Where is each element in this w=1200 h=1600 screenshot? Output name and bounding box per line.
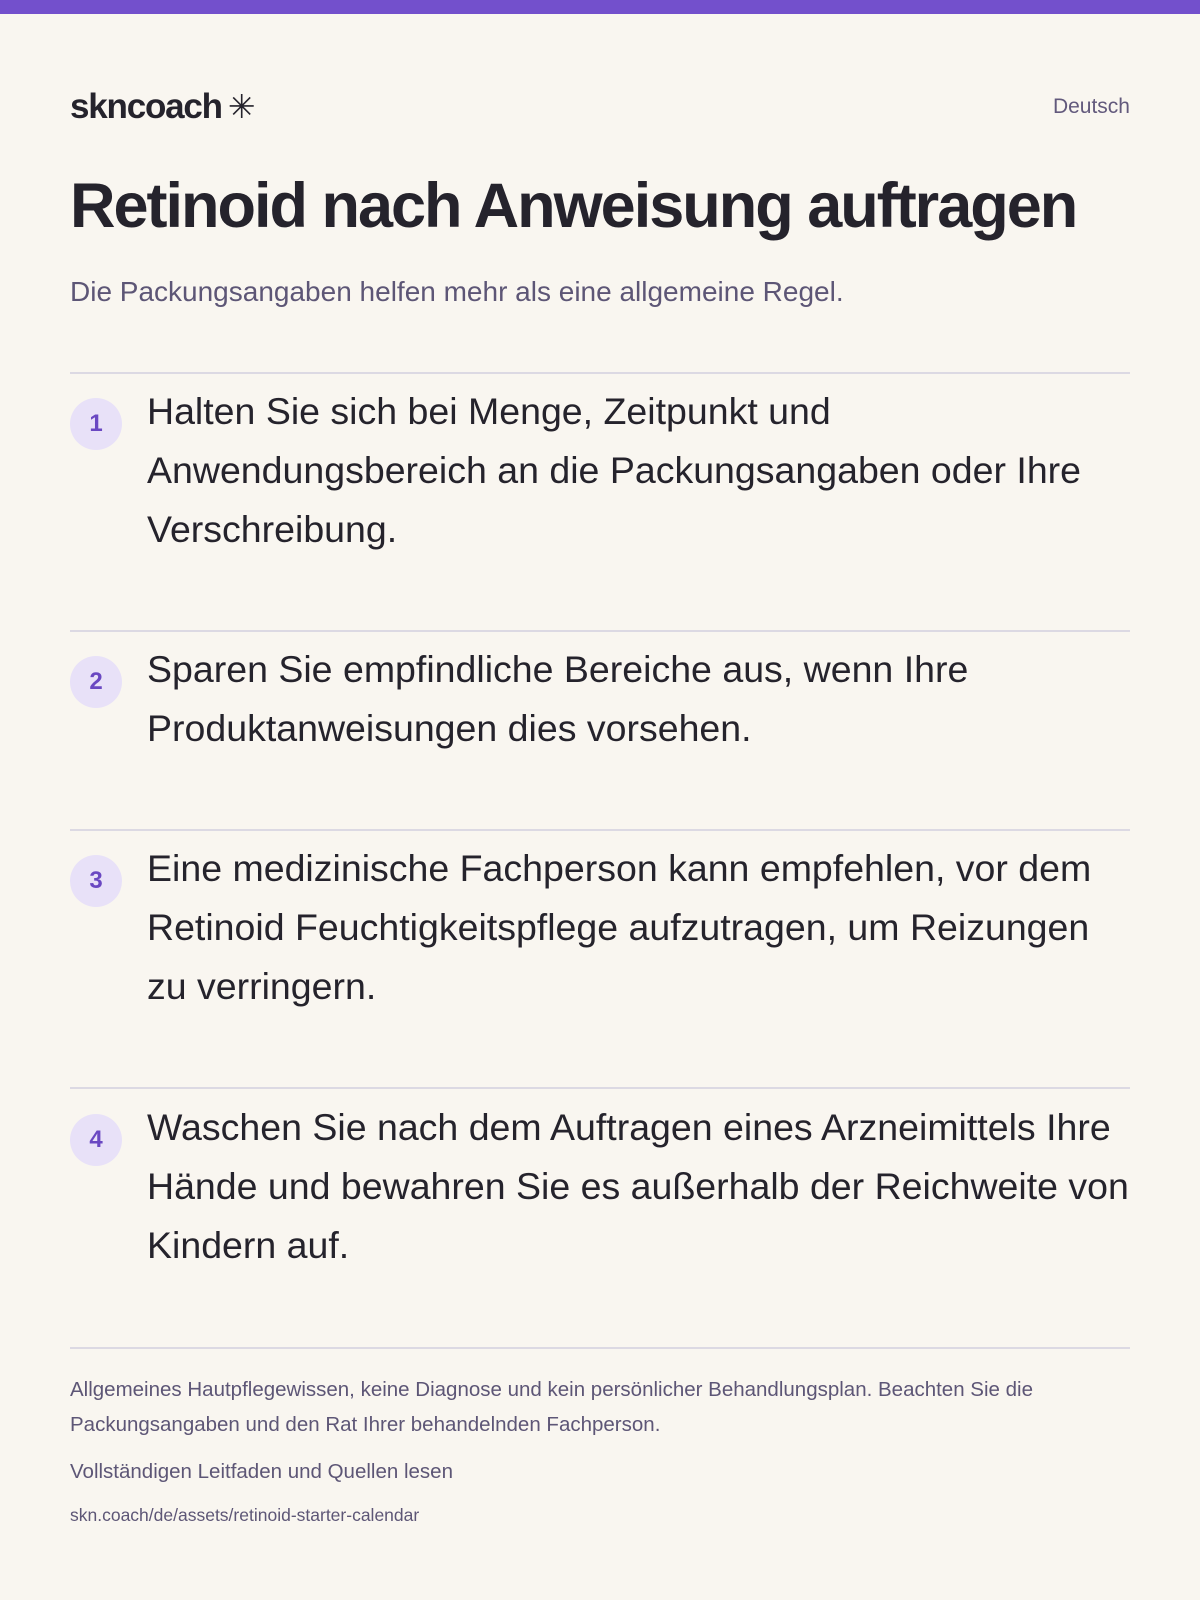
step-text: Halten Sie sich bei Menge, Zeitpunkt und Anwendungsbereich an die Packungsangaben oder Ihre Verschreibung. xyxy=(147,390,1082,550)
step-text: Eine medizinische Fachperson kann empfehlen, vor dem Retinoid Feuchtigkeitspflege aufzutragen, um Reizungen zu verringern. xyxy=(147,847,1092,1007)
asterisk-icon: ✳ xyxy=(227,88,255,125)
language-selector[interactable]: Deutsch xyxy=(1052,95,1130,118)
step-number-badge: 1 xyxy=(70,398,122,450)
step-number-badge: 2 xyxy=(70,656,122,708)
step-number-badge: 3 xyxy=(70,855,122,907)
page-title: Retinoid nach Anweisung auftragen xyxy=(70,171,1077,241)
page-subtitle: Die Packungsangaben helfen mehr als eine allgemeine Regel. xyxy=(70,276,844,307)
step-number-badge: 4 xyxy=(70,1114,122,1166)
full-guide-link[interactable]: Vollständigen Leitfaden und Quellen lesen xyxy=(70,1460,453,1483)
header xyxy=(70,84,1130,130)
brand-logo[interactable] xyxy=(70,84,254,130)
accent-top-bar xyxy=(0,0,1200,14)
step-text: Waschen Sie nach dem Auftragen eines Arzneimittels Ihre Hände und bewahren Sie es außerhalb der Reichweite von Kindern auf. xyxy=(147,1106,1129,1266)
source-url: skn.coach/de/assets/retinoid-starter-calendar xyxy=(70,1505,420,1525)
divider xyxy=(70,1347,1130,1349)
divider xyxy=(70,372,1130,374)
step-text: Sparen Sie empfindliche Bereiche aus, wenn Ihre Produktanweisungen dies vorsehen. xyxy=(147,648,969,749)
divider xyxy=(70,630,1130,632)
divider xyxy=(70,1087,1130,1089)
brand-name: skncoach xyxy=(70,87,222,126)
divider xyxy=(70,829,1130,831)
disclaimer-note: Allgemeines Hautpflegewissen, keine Diagnose und kein persönlicher Behandlungsplan. Beachten Sie die Packungsangaben und den Rat Ihrer behandelnden Fachperson. xyxy=(70,1378,1033,1436)
